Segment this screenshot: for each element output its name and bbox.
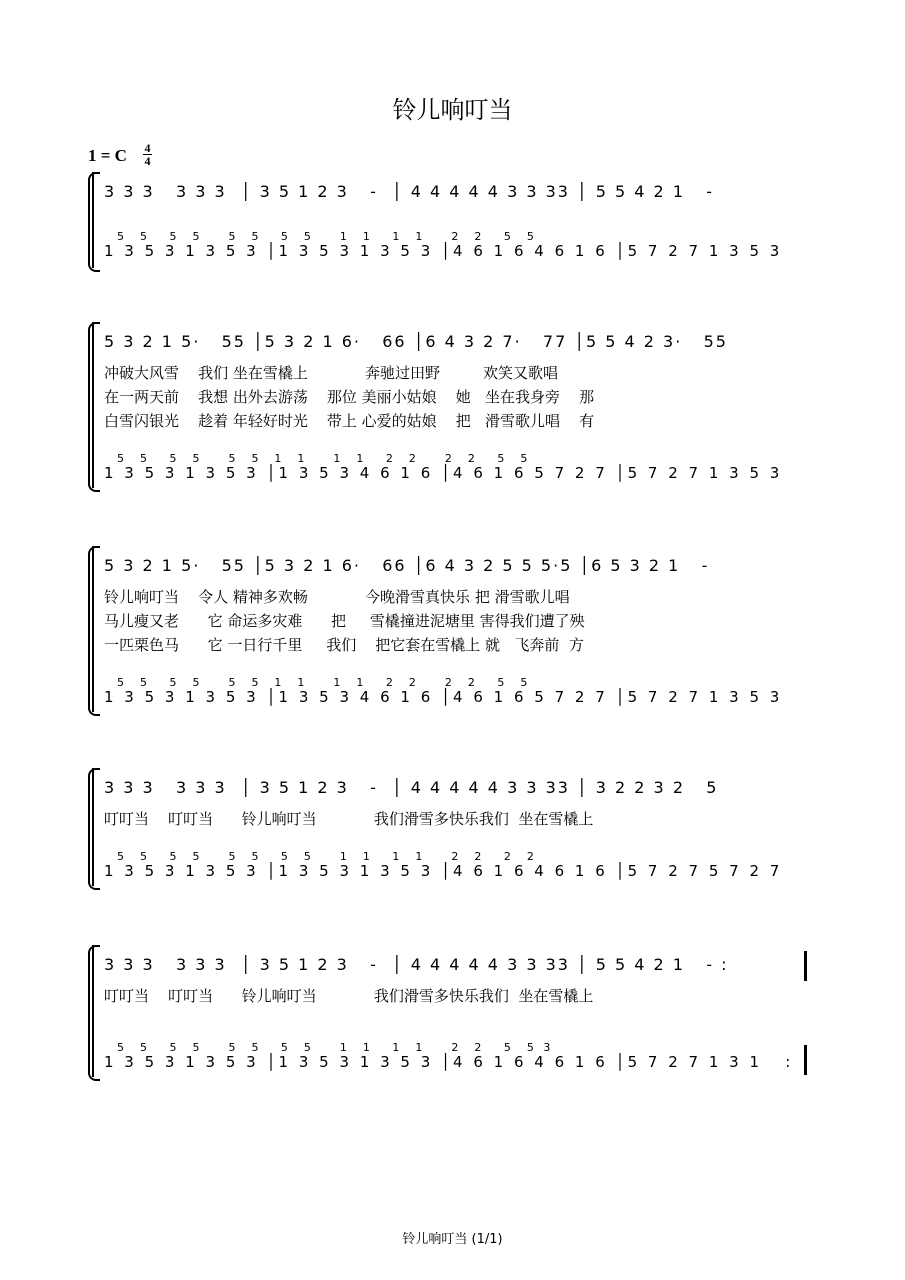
melody-line: 5 3 2 1 5· 55 │5 3 2 1 6· 66 │6 4 3 2 5 5 5·5 │6 5 3 2 1 - — [104, 556, 710, 575]
lyric-verse-1: 铃儿响叮当 令人 精神多欢畅 今晚滑雪真快乐 把 滑雪歌儿唱 — [104, 588, 570, 606]
lyric-verse-3: 白雪闪银光 趁着 年轻好时光 带上 心爱的姑娘 把 滑雪歌儿唱 有 — [104, 412, 595, 430]
lyric-verse-3: 一匹栗色马 它 一日行千里 我们 把它套在雪橇上 就 飞奔前 方 — [104, 636, 584, 654]
page-footer: 铃儿响叮当 (1/1) — [402, 1232, 503, 1247]
accompaniment-line: 1 3 5 3 1 3 5 3 │1 3 5 3 4 6 1 6 │4 6 1 6 5 7 2 7 │5 7 2 7 1 3 5 3 — [104, 688, 783, 706]
lyric-verse-2: 在一两天前 我想 出外去游荡 那位 美丽小姑娘 她 坐在我身旁 那 — [104, 388, 595, 406]
lyric-verse-2: 马儿瘦又老 它 命运多灾难 把 雪橇撞进泥塘里 害得我们遭了殃 — [104, 612, 585, 630]
accompaniment-upper: 5 5 5 5 5 5 5 5 1 1 1 1 2 2 2 2 — [104, 850, 537, 863]
accompaniment-upper: 5 5 5 5 5 5 1 1 1 1 2 2 2 2 5 5 — [104, 676, 531, 689]
final-repeat-barline — [804, 951, 807, 981]
lyric-verse-1: 叮叮当 叮叮当 铃儿响叮当 我们滑雪多快乐我们 坐在雪橇上 — [104, 987, 594, 1005]
time-signature — [143, 142, 152, 167]
accompaniment-upper: 5 5 5 5 5 5 1 1 1 1 2 2 2 2 5 5 — [104, 452, 531, 465]
time-signature-bottom: 4 — [144, 154, 151, 168]
accompaniment-upper: 5 5 5 5 5 5 5 5 1 1 1 1 2 2 5 5 3 — [104, 1041, 554, 1054]
lyric-verse-1: 叮叮当 叮叮当 铃儿响叮当 我们滑雪多快乐我们 坐在雪橇上 — [104, 810, 594, 828]
system-barline — [92, 546, 94, 712]
accompaniment-line: 1 3 5 3 1 3 5 3 │1 3 5 3 1 3 5 3 │4 6 1 6 4 6 1 6 │5 7 2 7 1 3 5 3 — [104, 242, 783, 260]
system-barline — [92, 172, 94, 268]
key-signature: 1 = C — [88, 146, 127, 165]
melody-line: 5 3 2 1 5· 55 │5 3 2 1 6· 66 │6 4 3 2 7· 77 │5 5 4 2 3· 55 — [104, 332, 728, 351]
system-brace — [88, 322, 100, 492]
system-barline — [92, 945, 94, 1077]
system-brace — [88, 945, 100, 1081]
system-5 — [0, 945, 905, 1080]
system-3 — [0, 546, 905, 716]
page-title: 铃儿响叮当 — [392, 96, 513, 124]
time-signature-top: 4 — [144, 141, 151, 155]
melody-line: 3 3 3 3 3 3 │ 3 5 1 2 3 - │ 4 4 4 4 4 3 3 33 │ 3 2 2 3 2 5 — [104, 778, 719, 797]
accompaniment-upper: 5 5 5 5 5 5 5 5 1 1 1 1 2 2 5 5 — [104, 230, 537, 243]
accompaniment-line: 1 3 5 3 1 3 5 3 │1 3 5 3 4 6 1 6 │4 6 1 6 5 7 2 7 │5 7 2 7 1 3 5 3 — [104, 464, 783, 482]
accompaniment-line: 1 3 5 3 1 3 5 3 │1 3 5 3 1 3 5 3 │4 6 1 6 4 6 1 6 │5 7 2 7 1 3 1 : — [104, 1053, 794, 1071]
system-barline — [92, 322, 94, 488]
system-4 — [0, 768, 905, 888]
melody-line: 3 3 3 3 3 3 │ 3 5 1 2 3 - │ 4 4 4 4 4 3 3 33 │ 5 5 4 2 1 - : — [104, 955, 729, 974]
lyric-verse-1: 冲破大风雪 我们 坐在雪橇上 奔驰过田野 欢笑又歌唱 — [104, 364, 558, 382]
system-barline — [92, 768, 94, 886]
final-repeat-barline — [804, 1045, 807, 1075]
system-1 — [0, 172, 905, 272]
melody-line: 3 3 3 3 3 3 │ 3 5 1 2 3 - │ 4 4 4 4 4 3 3 33 │ 5 5 4 2 1 - — [104, 182, 715, 201]
system-brace — [88, 172, 100, 272]
accompaniment-line: 1 3 5 3 1 3 5 3 │1 3 5 3 1 3 5 3 │4 6 1 6 4 6 1 6 │5 7 2 7 5 7 2 7 — [104, 862, 783, 880]
system-brace — [88, 768, 100, 890]
system-2 — [0, 322, 905, 492]
system-brace — [88, 546, 100, 716]
